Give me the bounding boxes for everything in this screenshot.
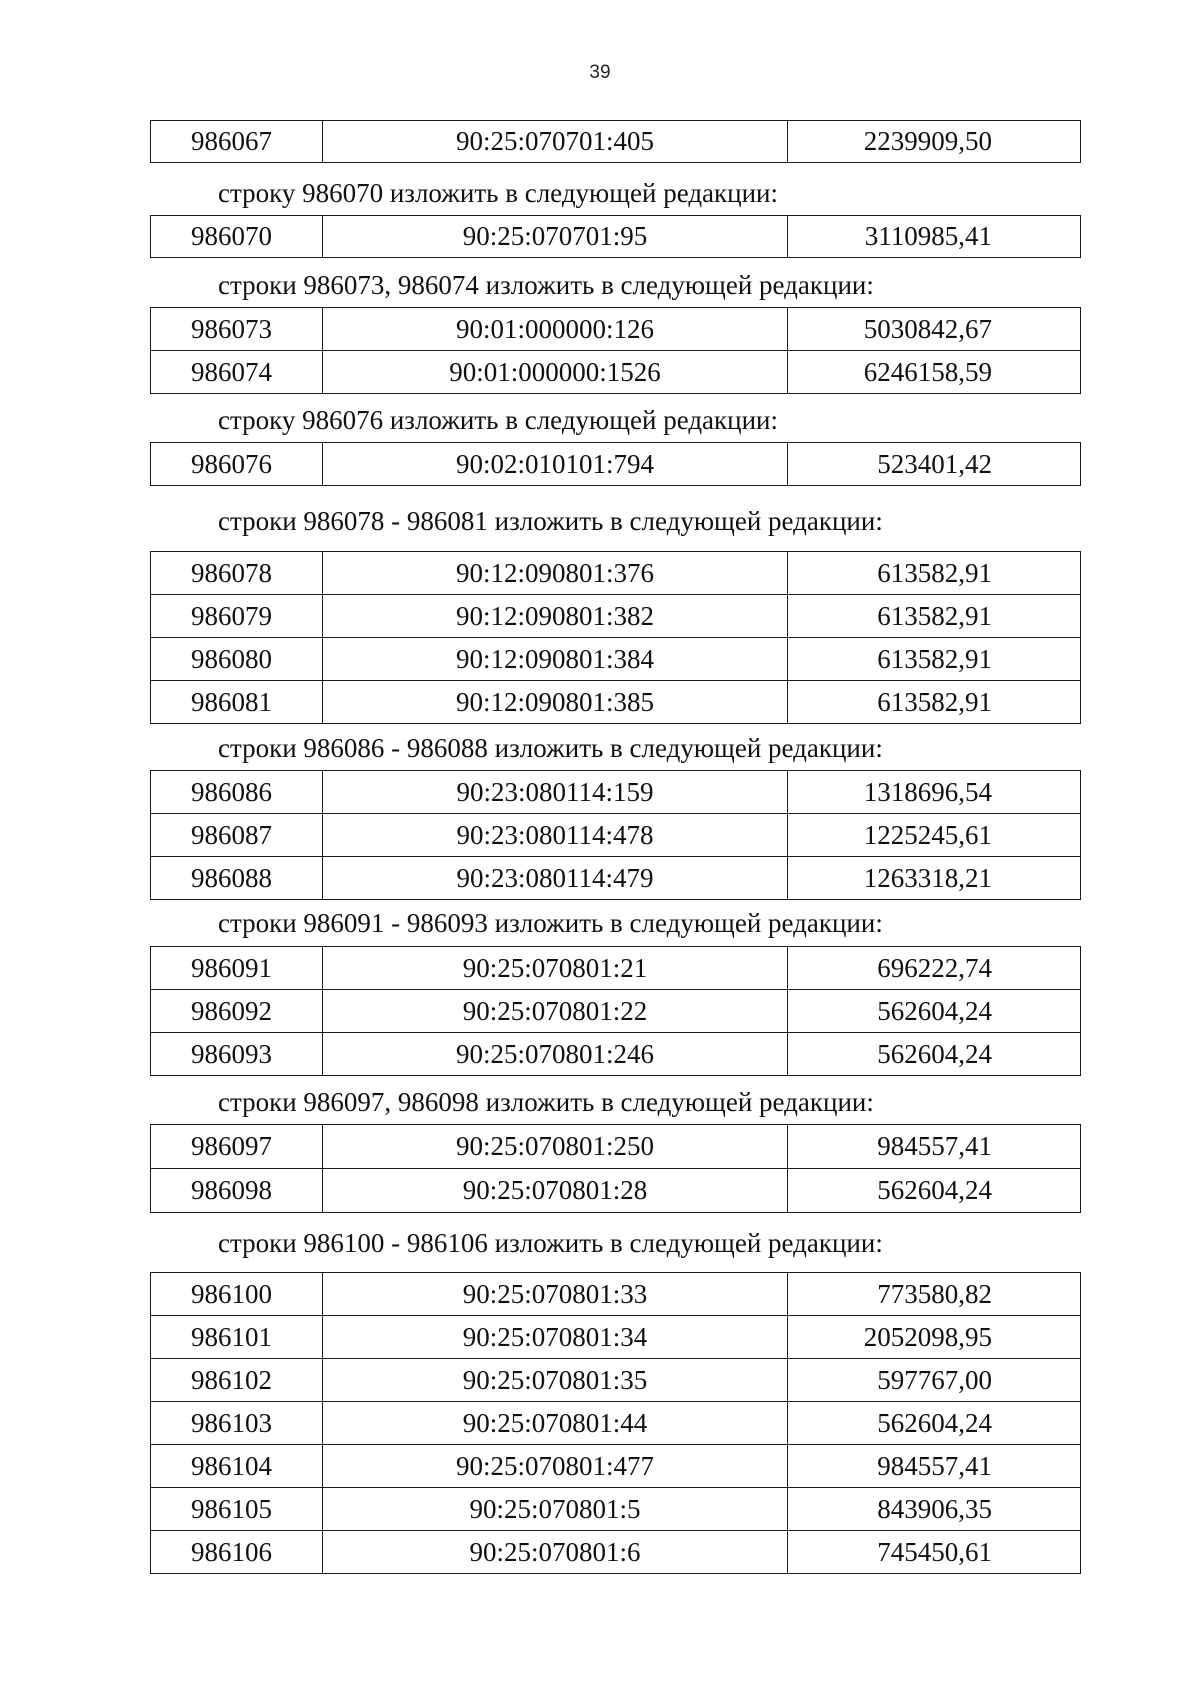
value-cell: 745450,61 — [788, 1531, 1081, 1574]
value-cell: 562604,24 — [788, 990, 1081, 1033]
table-row — [151, 308, 1081, 351]
row-number-cell: 986097 — [151, 1125, 323, 1169]
value-cell: 2239909,50 — [788, 121, 1081, 163]
table-row — [151, 857, 1081, 900]
cadastral-number-cell: 90:25:070801:21 — [323, 947, 788, 990]
cadastral-number-cell: 90:25:070801:6 — [323, 1531, 788, 1574]
cadastral-number-cell: 90:12:090801:385 — [323, 681, 788, 724]
section-caption: строки 986086 - 986088 изложить в следующей редакции: — [218, 733, 883, 763]
cadastral-number-cell: 90:25:070801:22 — [323, 990, 788, 1033]
table-row — [151, 947, 1081, 990]
cadastral-number-cell: 90:25:070701:95 — [323, 216, 788, 258]
value-cell: 984557,41 — [788, 1445, 1081, 1488]
table-row — [151, 1316, 1081, 1359]
row-number-cell: 986078 — [151, 552, 323, 595]
table-row — [151, 595, 1081, 638]
data-table — [150, 442, 1081, 486]
value-cell: 1318696,54 — [788, 771, 1081, 814]
cadastral-number-cell: 90:12:090801:382 — [323, 595, 788, 638]
value-cell: 562604,24 — [788, 1169, 1081, 1213]
row-number-cell: 986093 — [151, 1033, 323, 1076]
value-cell: 562604,24 — [788, 1033, 1081, 1076]
row-number-cell: 986079 — [151, 595, 323, 638]
table-row — [151, 1169, 1081, 1213]
row-number-cell: 986074 — [151, 351, 323, 394]
value-cell: 613582,91 — [788, 681, 1081, 724]
table-row — [151, 1402, 1081, 1445]
value-cell: 3110985,41 — [788, 216, 1081, 258]
row-number-cell: 986103 — [151, 1402, 323, 1445]
cadastral-number-cell: 90:25:070801:28 — [323, 1169, 788, 1213]
value-cell: 562604,24 — [788, 1402, 1081, 1445]
data-table — [150, 215, 1081, 258]
cadastral-number-cell: 90:25:070801:477 — [323, 1445, 788, 1488]
row-number-cell: 986067 — [151, 121, 323, 163]
row-number-cell: 986091 — [151, 947, 323, 990]
row-number-cell: 986080 — [151, 638, 323, 681]
cadastral-number-cell: 90:12:090801:384 — [323, 638, 788, 681]
row-number-cell: 986088 — [151, 857, 323, 900]
row-number-cell: 986106 — [151, 1531, 323, 1574]
cadastral-number-cell: 90:25:070801:35 — [323, 1359, 788, 1402]
data-table — [150, 770, 1081, 900]
value-cell: 523401,42 — [788, 443, 1081, 486]
section-caption: строки 986097, 986098 изложить в следующей редакции: — [218, 1087, 874, 1117]
cadastral-number-cell: 90:01:000000:126 — [323, 308, 788, 351]
table-row — [151, 1531, 1081, 1574]
table-row — [151, 990, 1081, 1033]
value-cell: 613582,91 — [788, 595, 1081, 638]
table-row — [151, 121, 1081, 163]
value-cell: 6246158,59 — [788, 351, 1081, 394]
cadastral-number-cell: 90:25:070801:33 — [323, 1273, 788, 1316]
table-row — [151, 638, 1081, 681]
cadastral-number-cell: 90:25:070801:250 — [323, 1125, 788, 1169]
page-number: 39 — [589, 62, 611, 83]
row-number-cell: 986070 — [151, 216, 323, 258]
value-cell: 984557,41 — [788, 1125, 1081, 1169]
section-caption: строки 986078 - 986081 изложить в следующей редакции: — [218, 506, 883, 536]
value-cell: 613582,91 — [788, 638, 1081, 681]
cadastral-number-cell: 90:25:070801:5 — [323, 1488, 788, 1531]
row-number-cell: 986100 — [151, 1273, 323, 1316]
cadastral-number-cell: 90:25:070801:246 — [323, 1033, 788, 1076]
table-row — [151, 216, 1081, 258]
table-row — [151, 1488, 1081, 1531]
data-table — [150, 1124, 1081, 1213]
value-cell: 843906,35 — [788, 1488, 1081, 1531]
table-row — [151, 681, 1081, 724]
value-cell: 597767,00 — [788, 1359, 1081, 1402]
table-row — [151, 443, 1081, 486]
data-table — [150, 1272, 1081, 1574]
data-table — [150, 120, 1081, 163]
section-caption: строку 986070 изложить в следующей редакции: — [218, 178, 779, 208]
row-number-cell: 986081 — [151, 681, 323, 724]
row-number-cell: 986102 — [151, 1359, 323, 1402]
value-cell: 5030842,67 — [788, 308, 1081, 351]
row-number-cell: 986073 — [151, 308, 323, 351]
row-number-cell: 986087 — [151, 814, 323, 857]
table-row — [151, 1445, 1081, 1488]
row-number-cell: 986098 — [151, 1169, 323, 1213]
row-number-cell: 986092 — [151, 990, 323, 1033]
value-cell: 1263318,21 — [788, 857, 1081, 900]
cadastral-number-cell: 90:25:070801:34 — [323, 1316, 788, 1359]
row-number-cell: 986101 — [151, 1316, 323, 1359]
cadastral-number-cell: 90:23:080114:479 — [323, 857, 788, 900]
table-row — [151, 814, 1081, 857]
value-cell: 1225245,61 — [788, 814, 1081, 857]
value-cell: 613582,91 — [788, 552, 1081, 595]
cadastral-number-cell: 90:23:080114:478 — [323, 814, 788, 857]
cadastral-number-cell: 90:02:010101:794 — [323, 443, 788, 486]
cadastral-number-cell: 90:25:070801:44 — [323, 1402, 788, 1445]
cadastral-number-cell: 90:01:000000:1526 — [323, 351, 788, 394]
value-cell: 696222,74 — [788, 947, 1081, 990]
data-table — [150, 946, 1081, 1076]
table-row — [151, 1125, 1081, 1169]
cadastral-number-cell: 90:25:070701:405 — [323, 121, 788, 163]
section-caption: строки 986091 - 986093 изложить в следующей редакции: — [218, 908, 883, 938]
section-caption: строку 986076 изложить в следующей редакции: — [218, 405, 779, 435]
table-row — [151, 552, 1081, 595]
table-row — [151, 771, 1081, 814]
value-cell: 2052098,95 — [788, 1316, 1081, 1359]
row-number-cell: 986076 — [151, 443, 323, 486]
table-row — [151, 351, 1081, 394]
data-table — [150, 307, 1081, 394]
table-row — [151, 1033, 1081, 1076]
row-number-cell: 986104 — [151, 1445, 323, 1488]
row-number-cell: 986086 — [151, 771, 323, 814]
cadastral-number-cell: 90:12:090801:376 — [323, 552, 788, 595]
table-row — [151, 1359, 1081, 1402]
row-number-cell: 986105 — [151, 1488, 323, 1531]
value-cell: 773580,82 — [788, 1273, 1081, 1316]
cadastral-number-cell: 90:23:080114:159 — [323, 771, 788, 814]
section-caption: строки 986100 - 986106 изложить в следующей редакции: — [218, 1228, 883, 1258]
table-row — [151, 1273, 1081, 1316]
data-table — [150, 551, 1081, 724]
section-caption: строки 986073, 986074 изложить в следующей редакции: — [218, 270, 874, 300]
